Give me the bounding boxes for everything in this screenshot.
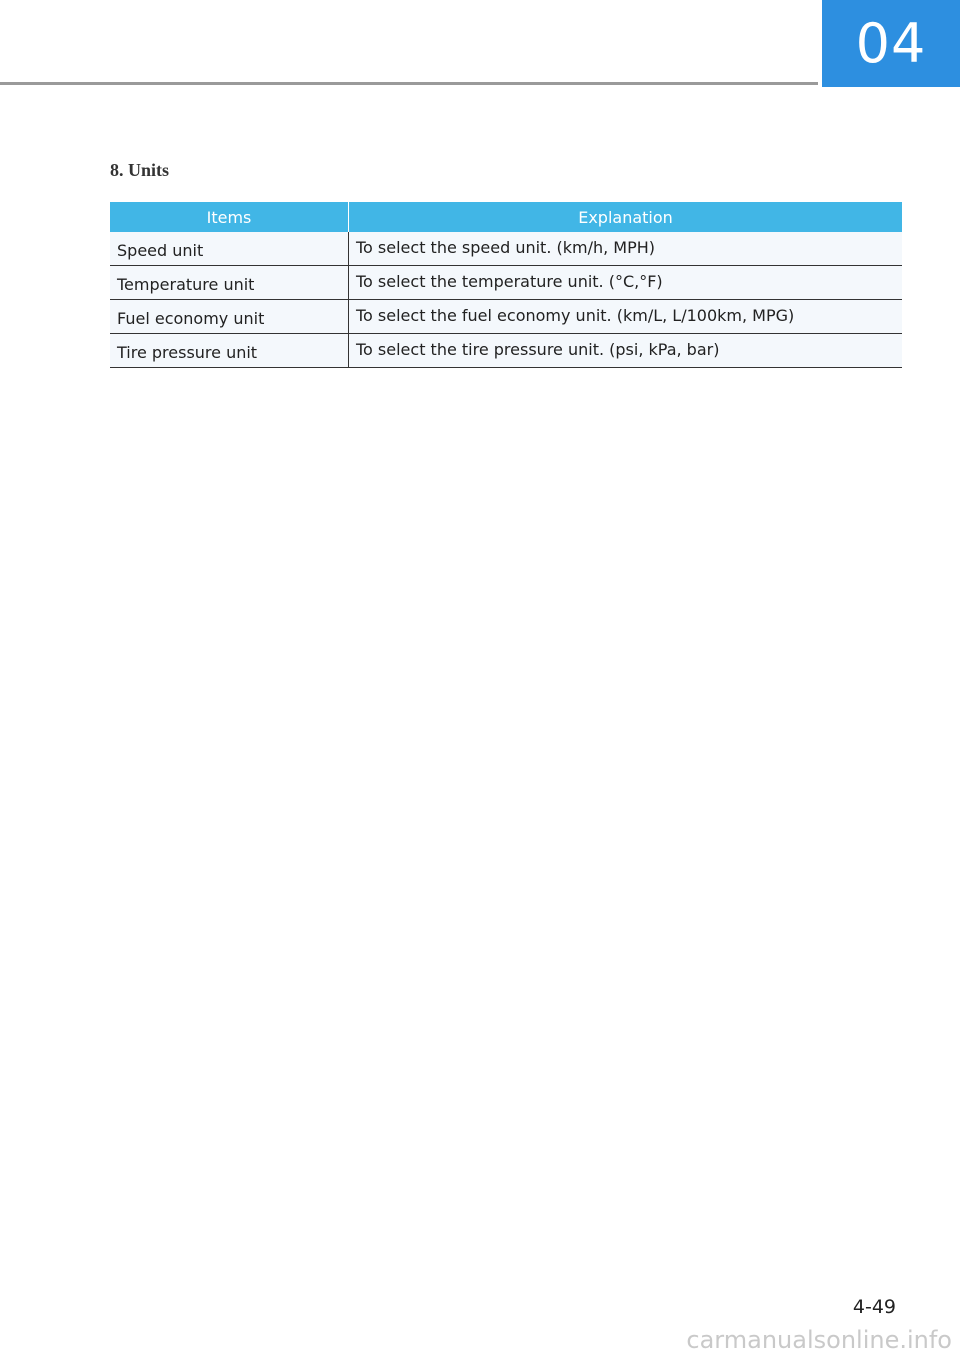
table-cell-item: Fuel economy unit	[110, 300, 349, 334]
header-rule	[0, 82, 818, 85]
table-cell-item: Temperature unit	[110, 266, 349, 300]
table-cell-explanation: To select the fuel economy unit. (km/L, L/100km, MPG)	[349, 300, 903, 334]
table-row	[110, 232, 902, 266]
section-title: 8. Units	[110, 160, 170, 180]
table-row	[110, 300, 902, 334]
watermark: carmanualsonline.info	[686, 1326, 952, 1354]
page-number: 4-49	[852, 1296, 896, 1318]
column-header-explanation: Explanation	[349, 202, 903, 232]
chapter-tab: 04	[822, 0, 960, 87]
table-header-row	[110, 202, 902, 232]
table-cell-explanation: To select the tire pressure unit. (psi, kPa, bar)	[349, 334, 903, 368]
units-table	[110, 202, 902, 368]
table-row	[110, 334, 902, 368]
column-header-items: Items	[110, 202, 349, 232]
table-row	[110, 266, 902, 300]
table-cell-item: Speed unit	[110, 232, 349, 266]
table-cell-explanation: To select the temperature unit. (°C,°F)	[349, 266, 903, 300]
table-cell-item: Tire pressure unit	[110, 334, 349, 368]
table-cell-explanation: To select the speed unit. (km/h, MPH)	[349, 232, 903, 266]
